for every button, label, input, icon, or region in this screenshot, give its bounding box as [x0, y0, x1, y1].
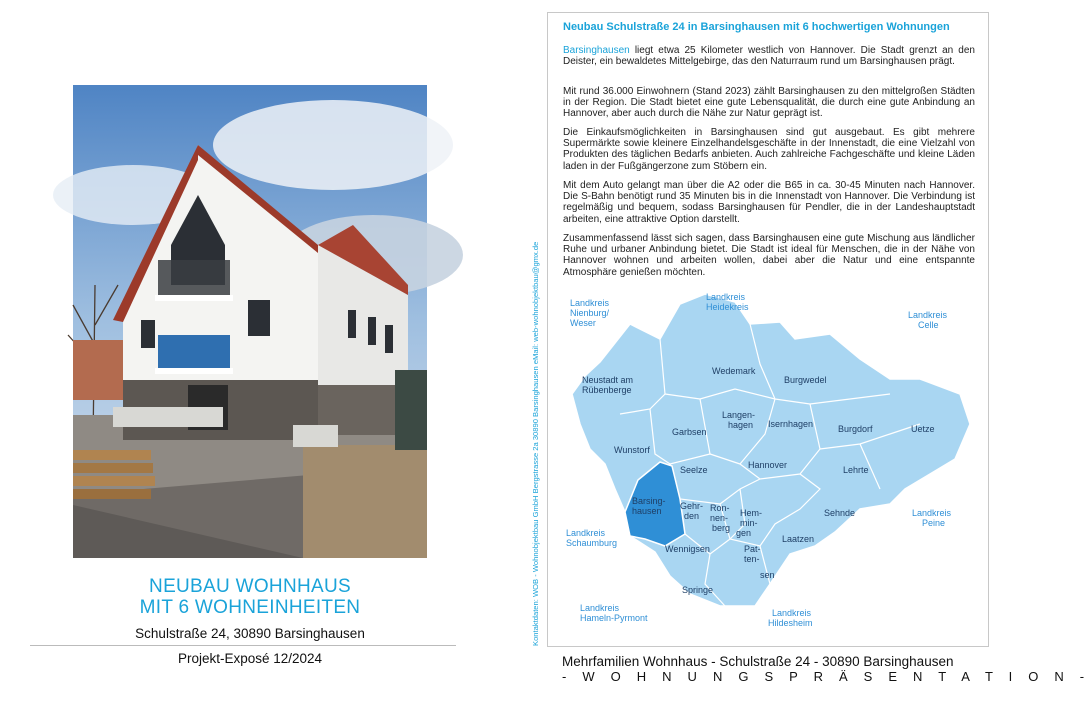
map-town-isernhagen: Isernhagen — [768, 419, 814, 429]
map-town-ronnenberg-2: nen- — [710, 513, 729, 523]
cover-divider — [30, 645, 456, 646]
map-label-nienburg-1: Landkreis — [570, 298, 610, 308]
map-town-ronnenberg-3: berg — [712, 523, 731, 533]
map-town-burgwedel: Burgwedel — [784, 375, 827, 385]
map-town-laatzen: Laatzen — [782, 534, 815, 544]
building-photo-illustration — [73, 85, 427, 558]
map-label-nienburg-2: Nienburg/ — [570, 308, 610, 318]
map-label-peine-1: Landkreis — [912, 508, 952, 518]
map-town-barsinghausen-1: Barsing- — [632, 496, 666, 506]
info-paragraph-4: Mit dem Auto gelangt man über die A2 oder die B65 in ca. 30-45 Minuten nach Hannover. Die S-Bahn benötigt rund 35 Minuten bis in die Innenstadt von Hannover. Die Verbindung ist regelmäßig und bequem, sodass Barsinghausen für Pendler, die in der Landeshauptstadt arbeiten, eine attraktive Option darstellt. — [563, 180, 975, 225]
map-label-hildesheim-1: Landkreis — [772, 608, 812, 618]
map-town-seelze: Seelze — [680, 465, 708, 475]
contact-sidebar-text: Kontaktdaten: WOB - Wohnobjektbau GmbH Bergstrasse 2a 30890 Barsinghausen eMail: web-wohnobjektbau@gmx.de — [531, 241, 540, 646]
map-town-langenhagen-1: Langen- — [722, 410, 756, 420]
info-paragraph-5: Zusammenfassend lässt sich sagen, dass Barsinghausen eine gute Mischung aus ländlicher Ruhe und urbaner Anbindung bietet. Die Stadt ist ideal für Menschen, die in der Nähe von Hannover wohnen und arbeiten wollen, dabei aber die Natur und eine entspannte Atmosphäre genießen möchten. — [563, 233, 975, 278]
map-town-hemmingen-3: gen — [736, 528, 752, 538]
map-town-lehrte: Lehrte — [843, 465, 869, 475]
info-paragraph-1-text: liegt etwa 25 Kilometer westlich von Hannover. Die Stadt grenzt an den Deister, ein bewaldetes Mittelgebirge, das den Naturraum rund um Barsinghausen prägt. — [563, 45, 975, 68]
info-paragraph-3: Die Einkaufsmöglichkeiten in Barsinghausen sind gut ausgebaut. Es gibt mehrere Supermärkte sowie kleinere Einzelhandelsgeschäfte in der Innenstadt, die eine Vielzahl von Produkten des täglichen Bedarfs anbieten. Auch zahlreiche Fachgeschäfte und kleine Läden laden in der Fußgängerzone zum Stöbern ein. — [563, 127, 975, 172]
map-town-wennigsen: Wennigsen — [665, 544, 710, 554]
map-label-hameln-2: Hameln-Pyrmont — [580, 613, 648, 623]
map-town-barsinghausen-2: hausen — [632, 506, 662, 516]
cover-project-label: Projekt-Exposé 12/2024 — [177, 651, 323, 666]
map-town-gehrden-1: Gehr- — [680, 501, 704, 511]
info-heading: Neubau Schulstraße 24 in Barsinghausen mit 6 hochwertigen Wohnungen — [563, 21, 950, 33]
town-highlight: Barsinghausen — [563, 45, 630, 56]
map-town-garbsen: Garbsen — [672, 427, 707, 437]
map-town-pattensen-1: Pat- — [744, 544, 761, 554]
map-label-hildesheim-2: Hildesheim — [768, 618, 813, 628]
map-town-pattensen-2: ten- — [744, 554, 760, 564]
map-town-burgdorf: Burgdorf — [838, 424, 873, 434]
region-map — [560, 284, 980, 640]
map-town-hemmingen-2: min- — [740, 518, 758, 528]
info-paragraph-1 — [563, 45, 975, 67]
map-label-celle-1: Landkreis — [908, 310, 948, 320]
map-town-gehrden-2: den — [684, 511, 700, 521]
building-photo — [73, 85, 427, 558]
info-paragraph-2: Mit rund 36.000 Einwohnern (Stand 2023) zählt Barsinghausen zu den mittelgroßen Städten in der Region. Die Stadt bietet eine gute Lebensqualität, die durch eine gute Anbindung an Hannover, aber auch durch die Nähe zur Natur geprägt ist. — [563, 86, 975, 120]
map-label-schaumburg-2: Schaumburg — [566, 538, 618, 548]
map-town-hemmingen-1: Hem- — [740, 508, 762, 518]
map-town-wunstorf: Wunstorf — [614, 445, 650, 455]
map-town-neustadt-2: Rübenberge — [582, 385, 632, 395]
map-town-hannover: Hannover — [748, 460, 788, 470]
map-town-pattensen-3: sen — [760, 570, 775, 580]
footer-address-line: Mehrfamilien Wohnhaus - Schulstraße 24 - 30890 Barsinghausen — [562, 654, 954, 669]
map-town-neustadt-1: Neustadt am — [582, 375, 634, 385]
map-town-springe: Springe — [682, 585, 714, 595]
cover-address: Schulstraße 24, 30890 Barsinghausen — [135, 626, 365, 641]
map-town-langenhagen-2: hagen — [728, 420, 754, 430]
footer-presentation-line: - W O H N U N G S P R Ä S E N T A T I O N - — [562, 669, 1090, 684]
map-label-schaumburg-1: Landkreis — [566, 528, 606, 538]
cover-title-line1: NEUBAU WOHNHAUS — [149, 576, 351, 597]
map-town-sehnde: Sehnde — [824, 508, 856, 518]
map-label-nienburg-3: Weser — [570, 318, 596, 328]
cover-title-line2: MIT 6 WOHNEINHEITEN — [139, 597, 361, 618]
map-label-heidekreis-2: Heidekreis — [706, 302, 749, 312]
map-label-hameln-1: Landkreis — [580, 603, 620, 613]
map-town-wedemark: Wedemark — [712, 366, 756, 376]
map-town-ronnenberg-1: Ron- — [710, 503, 730, 513]
map-label-peine-2: Peine — [922, 518, 946, 528]
map-label-celle-2: Celle — [918, 320, 939, 330]
map-label-heidekreis-1: Landkreis — [706, 292, 746, 302]
map-town-uetze: Uetze — [911, 424, 935, 434]
